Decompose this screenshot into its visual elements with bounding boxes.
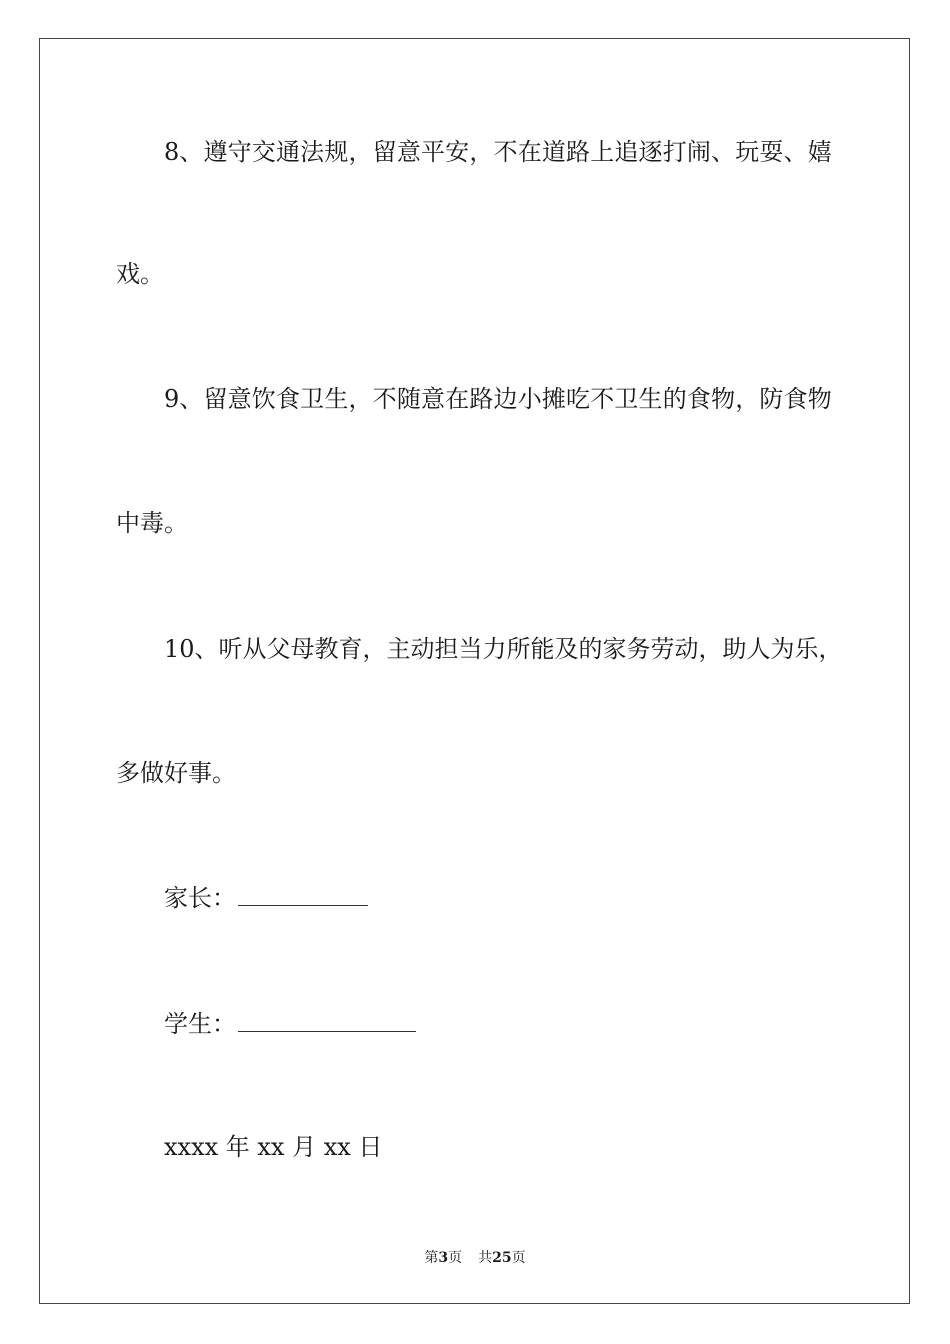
glyph: 追 bbox=[614, 138, 639, 166]
glyph: 玩 bbox=[735, 138, 760, 166]
glyph: 在 bbox=[445, 385, 470, 413]
glyph: 守 bbox=[227, 138, 252, 166]
glyph: ， bbox=[362, 635, 387, 663]
glyph: 不 bbox=[590, 385, 615, 413]
item-10-line-2: 多做好事。 bbox=[116, 759, 236, 787]
glyph: 育 bbox=[338, 635, 363, 663]
glyph: 、 bbox=[783, 138, 808, 166]
glyph: 食 bbox=[686, 385, 711, 413]
footer-total-prefix: 共 bbox=[478, 1250, 493, 1266]
student-signature-row bbox=[164, 1009, 416, 1039]
glyph: 动 bbox=[674, 635, 699, 663]
glyph: 食 bbox=[275, 385, 300, 413]
glyph: 助 bbox=[722, 635, 747, 663]
glyph: 不 bbox=[493, 138, 518, 166]
glyph: 乐 bbox=[794, 635, 819, 663]
parent-signature-row bbox=[164, 883, 368, 913]
glyph: 规 bbox=[324, 138, 349, 166]
glyph: 生 bbox=[638, 385, 663, 413]
student-signature-blank bbox=[238, 1009, 416, 1032]
glyph: 所 bbox=[506, 635, 531, 663]
glyph: 意 bbox=[227, 385, 252, 413]
glyph: 交 bbox=[251, 138, 276, 166]
glyph: 力 bbox=[482, 635, 507, 663]
glyph: 边 bbox=[493, 385, 518, 413]
glyph: 上 bbox=[590, 138, 615, 166]
glyph: 小 bbox=[517, 385, 542, 413]
glyph: 在 bbox=[517, 138, 542, 166]
glyph: 教 bbox=[314, 635, 339, 663]
glyph: 意 bbox=[396, 138, 421, 166]
glyph: 卫 bbox=[614, 385, 639, 413]
glyph: 动 bbox=[410, 635, 435, 663]
glyph: ， bbox=[348, 138, 373, 166]
glyph: 路 bbox=[566, 138, 591, 166]
glyph: 不 bbox=[372, 385, 397, 413]
item-8-line-2: 戏。 bbox=[116, 260, 164, 288]
footer-total-suffix: 页 bbox=[511, 1250, 526, 1266]
glyph: 嬉 bbox=[807, 138, 832, 166]
item-10-line-1 bbox=[164, 634, 843, 664]
parent-signature-blank bbox=[238, 883, 368, 906]
footer-page-number: 3 bbox=[438, 1250, 449, 1266]
glyph: ， bbox=[348, 385, 373, 413]
item-9-line-1 bbox=[164, 384, 832, 414]
glyph: 留 bbox=[203, 385, 228, 413]
glyph: 家 bbox=[602, 635, 627, 663]
footer-prefix: 第 bbox=[424, 1250, 439, 1266]
parent-label: 家长： bbox=[164, 884, 236, 912]
glyph: 留 bbox=[372, 138, 397, 166]
footer-total-pages: 25 bbox=[492, 1250, 512, 1266]
glyph: 的 bbox=[662, 385, 687, 413]
glyph: 、 bbox=[711, 138, 736, 166]
glyph: 路 bbox=[469, 385, 494, 413]
glyph: 食 bbox=[783, 385, 808, 413]
glyph: 意 bbox=[421, 385, 445, 413]
glyph: 担 bbox=[434, 635, 459, 663]
glyph: 物 bbox=[711, 385, 736, 413]
glyph: 听 bbox=[218, 635, 243, 663]
glyph: 平 bbox=[421, 138, 445, 166]
glyph: 及 bbox=[554, 635, 579, 663]
date-line: xxxx 年 xx 月 xx 日 bbox=[164, 1133, 383, 1161]
glyph: 人 bbox=[746, 635, 771, 663]
glyph: 摊 bbox=[541, 385, 566, 413]
item-9-line-2: 中毒。 bbox=[116, 509, 188, 537]
glyph: 法 bbox=[300, 138, 325, 166]
glyph: ， bbox=[735, 385, 760, 413]
glyph: 主 bbox=[386, 635, 411, 663]
glyph: 母 bbox=[290, 635, 315, 663]
glyph: 遵 bbox=[203, 138, 228, 166]
glyph: ， bbox=[469, 138, 494, 166]
glyph: 卫 bbox=[300, 385, 325, 413]
glyph: 生 bbox=[324, 385, 349, 413]
glyph: 9、 bbox=[164, 385, 204, 413]
page-footer bbox=[0, 1247, 950, 1267]
glyph: 务 bbox=[626, 635, 651, 663]
glyph: 打 bbox=[662, 138, 687, 166]
glyph: 的 bbox=[578, 635, 603, 663]
glyph: 8、 bbox=[164, 138, 204, 166]
glyph: 10、 bbox=[164, 635, 219, 663]
glyph: 劳 bbox=[650, 635, 675, 663]
glyph: 当 bbox=[458, 635, 483, 663]
glyph: 逐 bbox=[638, 138, 663, 166]
glyph: 吃 bbox=[566, 385, 591, 413]
glyph: 随 bbox=[396, 385, 421, 413]
glyph: 为 bbox=[770, 635, 795, 663]
glyph: 闹 bbox=[686, 138, 711, 166]
glyph: 安 bbox=[445, 138, 470, 166]
glyph: ， bbox=[818, 635, 843, 663]
glyph: 父 bbox=[266, 635, 291, 663]
item-8-line-1 bbox=[164, 137, 832, 167]
student-label: 学生： bbox=[164, 1010, 236, 1038]
glyph: 饮 bbox=[251, 385, 276, 413]
glyph: ， bbox=[698, 635, 723, 663]
glyph: 物 bbox=[807, 385, 832, 413]
glyph: 通 bbox=[275, 138, 300, 166]
page-border bbox=[39, 38, 910, 1304]
footer-page-suffix: 页 bbox=[448, 1250, 463, 1266]
glyph: 从 bbox=[242, 635, 267, 663]
glyph: 防 bbox=[759, 385, 784, 413]
glyph: 道 bbox=[541, 138, 566, 166]
glyph: 能 bbox=[530, 635, 555, 663]
glyph: 耍 bbox=[759, 138, 784, 166]
